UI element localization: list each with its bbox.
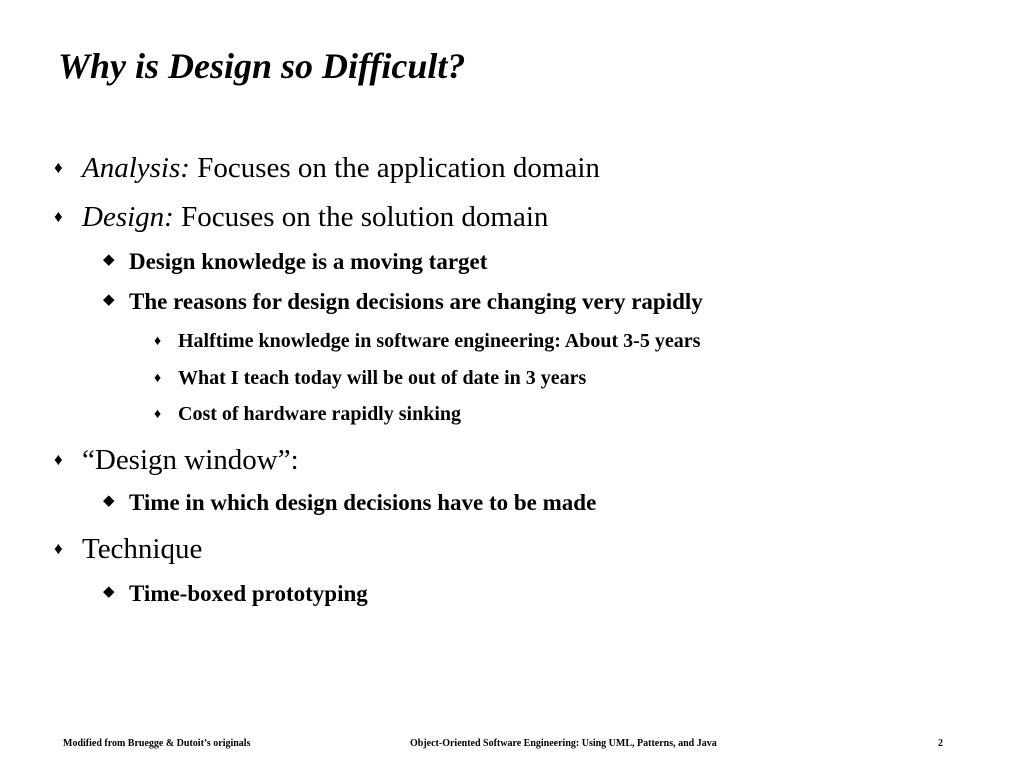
bullet-term: Analysis: [82, 152, 190, 184]
bullet-technique [54, 532, 203, 566]
bullet-text: Technique [82, 533, 203, 565]
diamond-bullet-icon: ♦ [54, 158, 63, 177]
bullet-text: Design knowledge is a moving target [129, 249, 488, 274]
diamond-bullet-icon: ♦ [154, 371, 162, 386]
bullet-text: What I teach today will be out of date in 3 years [178, 367, 587, 389]
diamond-bullet-icon: ♦ [154, 334, 162, 349]
bullet-text: Focuses on the application domain [189, 152, 600, 184]
bullet-design [54, 200, 549, 234]
diamond-bullet-icon: ◆ [103, 292, 115, 308]
footer-book-title: Object-Oriented Software Engineering: Using UML, Patterns, and Java [410, 738, 717, 749]
sub-sub-bullet-hardware [154, 401, 462, 427]
bullet-text: Focuses on the solution domain [173, 201, 549, 233]
slide-title: Why is Design so Difficult? [58, 46, 466, 86]
diamond-bullet-icon: ◆ [103, 493, 115, 509]
footer-attribution: Modified from Bruegge & Dutoit’s originals [63, 738, 251, 749]
diamond-bullet-icon: ◆ [103, 252, 115, 268]
diamond-bullet-icon: ♦ [54, 450, 63, 469]
diamond-bullet-icon: ♦ [54, 539, 63, 558]
sub-bullet-time-window [103, 489, 597, 517]
diamond-bullet-icon: ♦ [154, 407, 162, 422]
sub-sub-bullet-out-of-date [154, 365, 587, 391]
diamond-bullet-icon: ♦ [54, 207, 63, 226]
sub-bullet-design-reasons [103, 288, 703, 316]
bullet-text: Time-boxed prototyping [129, 581, 368, 606]
page-number: 2 [938, 738, 943, 749]
bullet-analysis [54, 151, 600, 185]
diamond-bullet-icon: ◆ [103, 584, 115, 600]
bullet-text: Time in which design decisions have to be made [129, 490, 597, 515]
sub-bullet-moving-target [103, 248, 488, 276]
bullet-term: Design: [82, 201, 174, 233]
bullet-text: Cost of hardware rapidly sinking [178, 403, 462, 425]
bullet-text: The reasons for design decisions are changing very rapidly [129, 289, 703, 314]
bullet-text: “Design window”: [82, 444, 299, 476]
slide-footer [0, 737, 1024, 751]
bullet-text: Halftime knowledge in software engineering: About 3-5 years [178, 330, 701, 352]
bullet-design-window [54, 443, 299, 477]
sub-bullet-prototyping [103, 580, 368, 608]
sub-sub-bullet-halftime [154, 328, 701, 354]
